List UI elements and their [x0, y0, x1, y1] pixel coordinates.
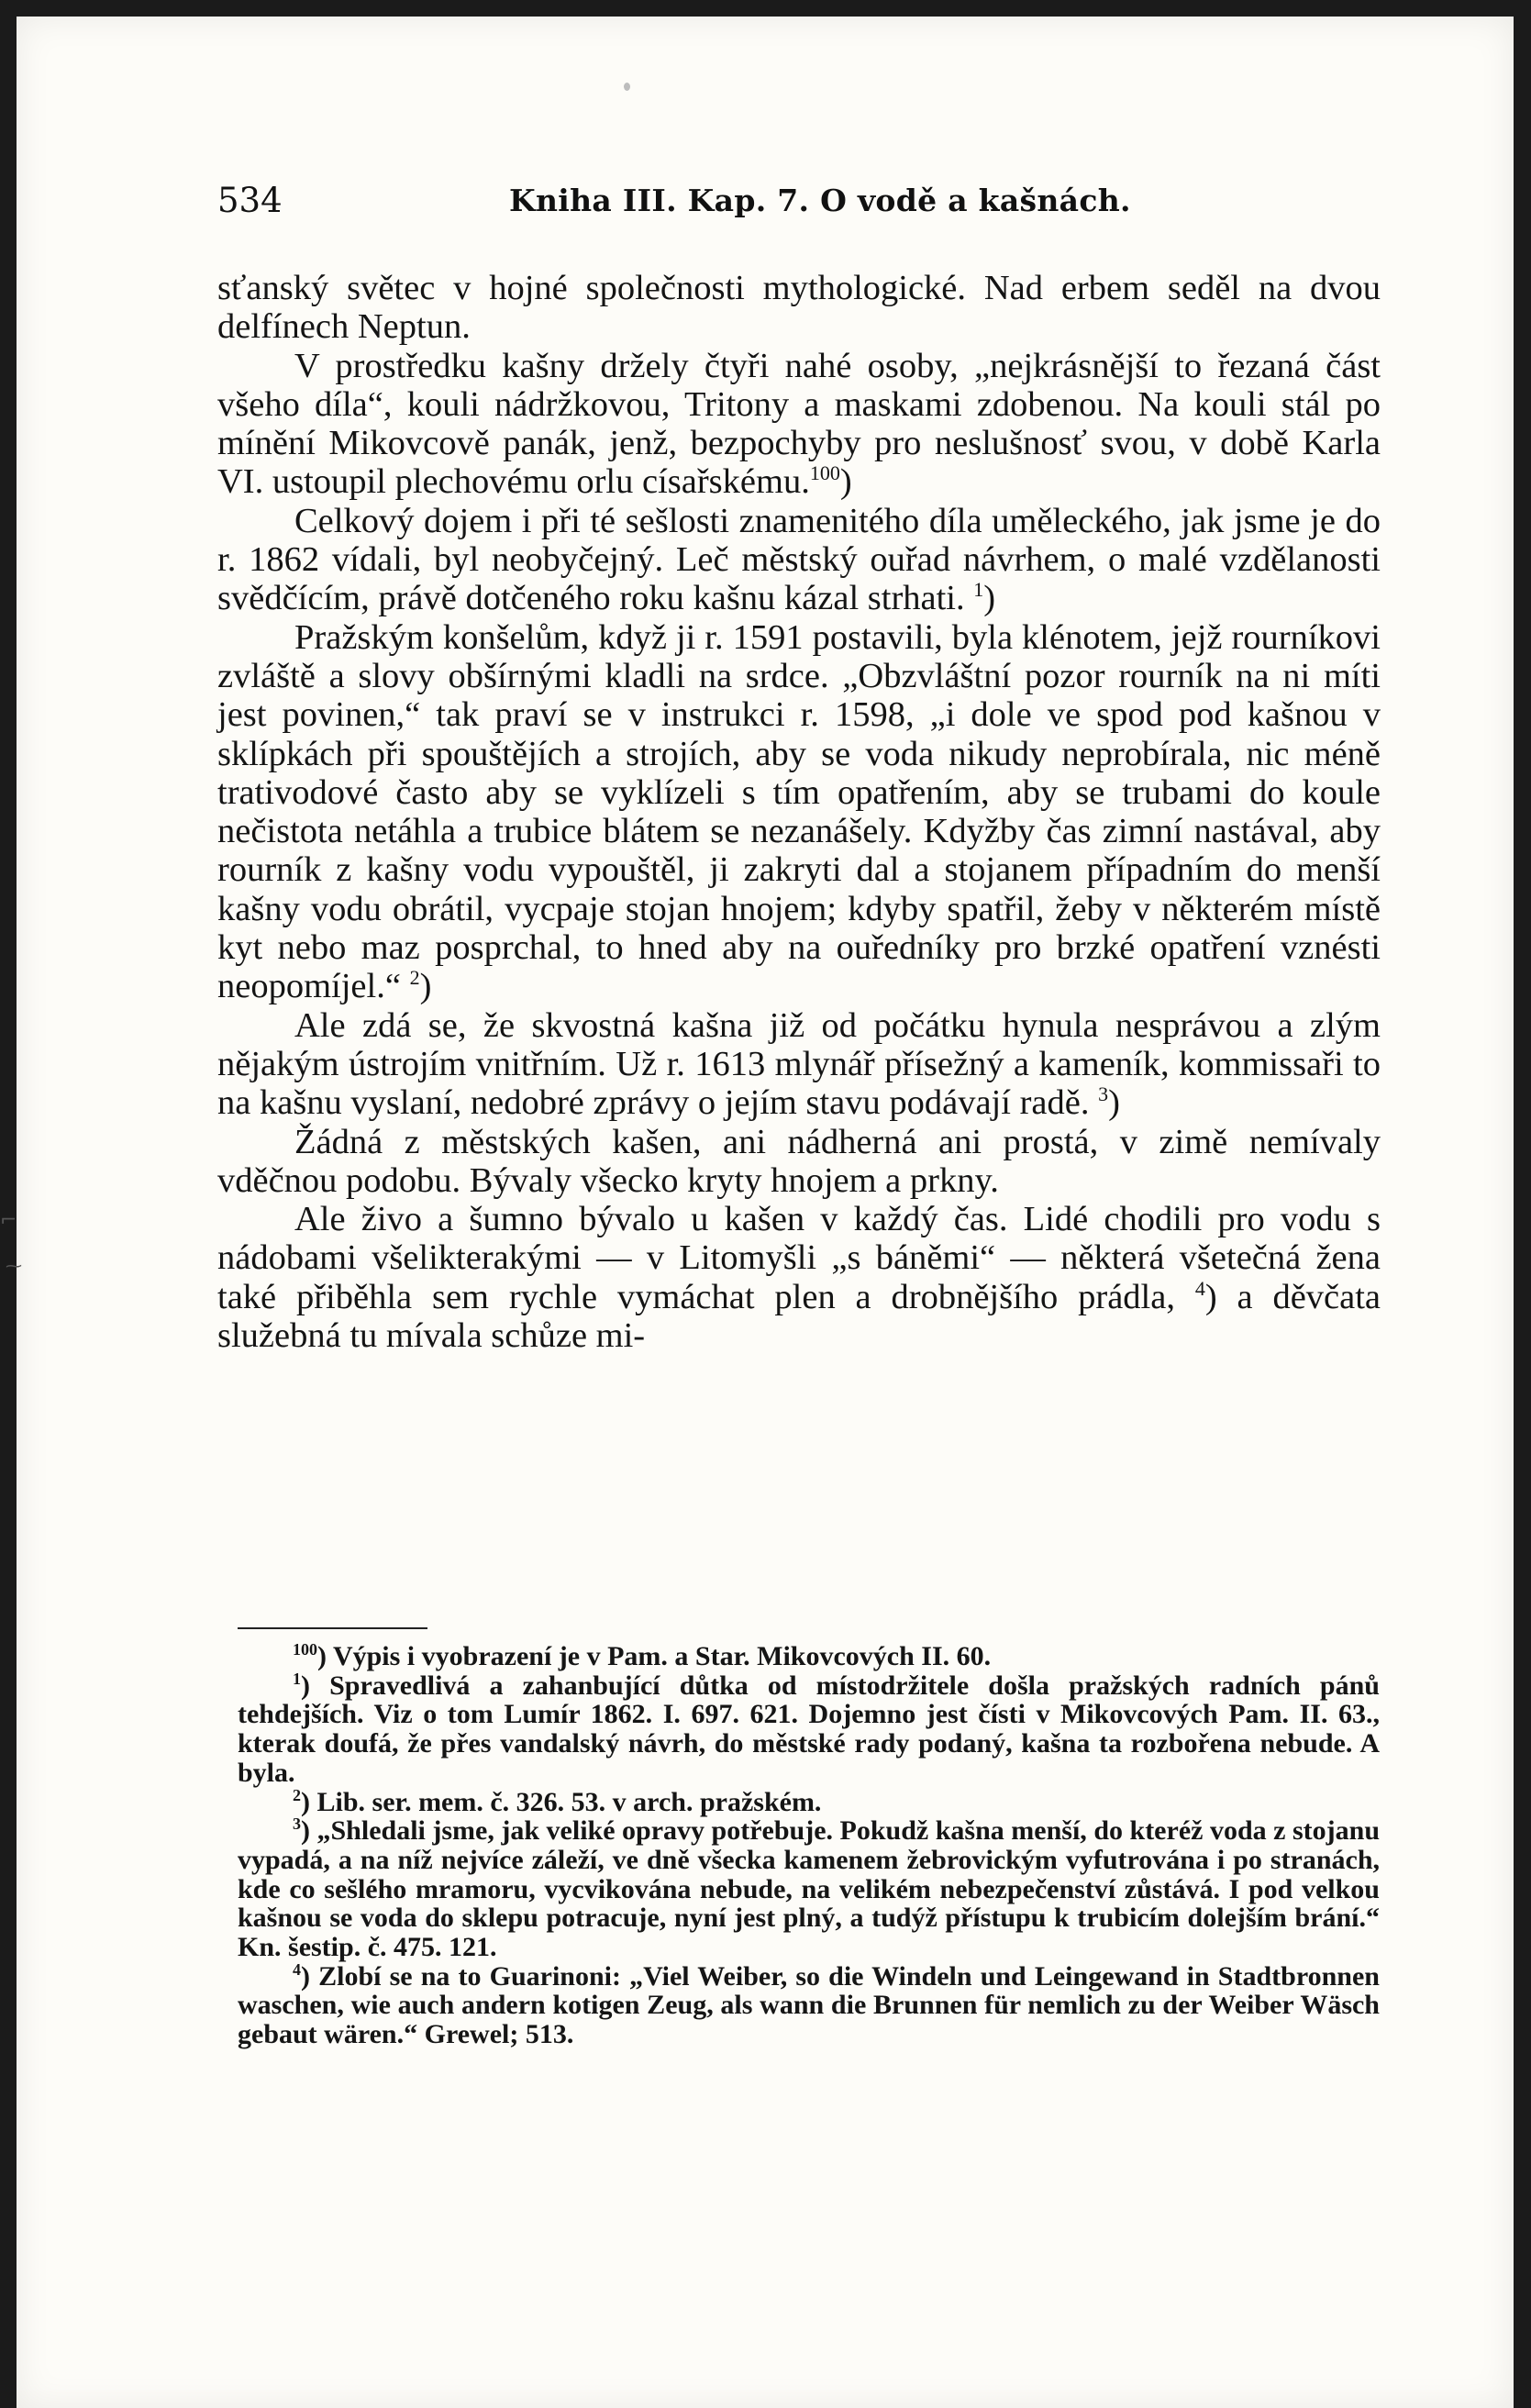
footnote-ref: 2: [409, 966, 420, 990]
text-run: ): [839, 462, 852, 502]
body-text: [217, 269, 1381, 1355]
text-run: Celkový dojem i při té sešlosti znamenitého díla uměleckého, jak jsme je do r. 1862 vídali, byl neobyčejný. Leč městský ouřad návrhem, o malé vzdělanosti svědčícím, právě dotčeného roku kašnu kázal strhati.: [217, 501, 1381, 618]
chapter-title: Kniha III. Kap. 7. O vodě a kašnách.: [509, 183, 1131, 218]
text-run: Pražským konšelům, když ji r. 1591 postavili, byla klénotem, jejž rourníkovi zvláště a slovy obšírnými kladli na srdce. „Obzvláštní pozor rourník na ni míti jest povinen,“ tak praví se v instrukci r. 1598, „i dole ve spod pod kašnou v sklípkách při spouštějích a strojích, aby se voda nikudy neprobírala, nic méně trativodové často aby se vyklízeli s tím opatřením, aby se trubami do koule nečistota netáhla a trubice blátem se nezanášely. Kdyžby čas zimní nastával, aby rourník z kašny vodu vypouštěl, ji zakryti dal a stojanem případním do menší kašny vodu obrátil, vycpaje stojan hnojem; kdyby spatřil, žeby v některém místě kyt nebo maz posprchal, to hned aby na ouředníky pro brzké opatření vznésti neopomíjel.“: [217, 617, 1381, 1006]
footnote-ref: 1: [293, 1669, 301, 1688]
footnote: [238, 1642, 1380, 1671]
paragraph: [217, 1200, 1381, 1355]
margin-mark-left-2: ⁓: [6, 1257, 22, 1276]
footnote: [238, 1671, 1380, 1788]
text-run: Ale zdá se, že skvostná kašna již od počátku hynula nesprávou a zlým nějakým ústrojím vnitřním. Už r. 1613 mlynář přísežný a kameník, kommissaři to na kašnu vyslaní, nedobré zprávy o jejím stavu podávají radě.: [217, 1005, 1381, 1123]
text-run: Žádná z městských kašen, ani nádherná ani prostá, v zimě nemívaly vděčnou podobu. Bývaly všecko kryty hnojem a prkny.: [217, 1122, 1381, 1200]
text-run: ): [419, 967, 432, 1006]
footnotes: [238, 1642, 1380, 2049]
text-run: ): [983, 579, 996, 618]
paragraph: [217, 618, 1381, 1006]
text-run: ) Zlobí se na to Guarinoni: „Viel Weiber, so die Windeln und Leingewand in Stadtbronnen waschen, wie auch andern kotigen Zeug, als wann die Brunnen für nemlich zu der Weiber Wäsch gebaut wären.“ Grewel; 513.: [238, 1960, 1380, 2050]
paragraph: [217, 502, 1381, 618]
paragraph: [217, 269, 1381, 347]
margin-mark-left: ⌐: [0, 1209, 17, 1232]
paragraph: [217, 1006, 1381, 1123]
footnote-ref: 4: [293, 1959, 301, 1979]
text-run: V prostředku kašny držely čtyři nahé osoby, „nejkrásnější to řezaná část všeho díla“, kouli nádržkovou, Tritony a maskami zdobenou. Na kouli stál po mínění Mikovcově panák, jenž, bezpochyby pro neslušnosť svou, v době Karla VI. ustoupil plechovému orlu císařskému.: [217, 346, 1381, 502]
paragraph: [217, 1123, 1381, 1201]
footnote: [238, 1816, 1380, 1962]
footnote-ref: 100: [293, 1640, 317, 1659]
text-run: Ale živo a šumno bývalo u kašen v každý čas. Lidé chodili pro vodu s nádobami všelikterakými — v Litomyšli „s báněmi“ — některá všetečná žena také přiběhla sem rychle vymáchat plen a drobnějšího prádla,: [217, 1200, 1381, 1316]
footnote: [238, 1959, 1380, 2050]
footnote-ref: 1: [973, 578, 984, 602]
footnote-ref: 3: [1098, 1082, 1109, 1106]
footnote-ref: 3: [293, 1814, 301, 1834]
footnote: [238, 1785, 1380, 1817]
footnote-separator: [238, 1627, 427, 1629]
text-run: ) Spravedlivá a zahanbující důtka od místodržitele došla pražských radních pánů tehdejších. Viz o tom Lumír 1862. I. 697. 621. Dojemno jest čísti v Mikovcových Pam. II. 63., kterak doufá, že přes vandalský návrh, do městské rady podaný, kašna ta rozbořena nebude. A byla.: [238, 1670, 1380, 1788]
text-run: sťanský světec v hojné společnosti mythologické. Nad erbem seděl na dvou delfínech Neptun.: [217, 269, 1381, 347]
paragraph: [217, 347, 1381, 502]
footnote-ref: 4: [1194, 1276, 1205, 1300]
paper-speck: [624, 83, 630, 91]
text-run: ) „Shledali jsme, jak veliké opravy potřebuje. Pokudž kašna menší, do kteréž voda z stojanu vypadá, a na níž nejvíce záleží, ve dně všecka kamenem žebrovickým vyfutrována i po stranách, kde co sešlého mramoru, vycvikována nebude, na velikém nebezpečenství zůstává. I pod velkou kašnou se voda do sklepu potracuje, nyní jest plný, a tudýž přístupu k trubicím dolejším brání.“ Kn. šestip. č. 475. 121.: [238, 1815, 1380, 1963]
footnote-ref: 100: [809, 461, 840, 485]
footnote-ref: 2: [293, 1785, 301, 1804]
text-run: ): [1108, 1083, 1120, 1123]
page-number: 534: [217, 181, 283, 220]
text-run: ) Lib. ser. mem. č. 326. 53. v arch. pražském.: [301, 1786, 822, 1817]
text-run: ) a děvčata služebná tu mívala schůze mi-: [217, 1277, 1381, 1356]
text-run: ) Výpis i vyobrazení je v Pam. a Star. Mikovcových II. 60.: [317, 1641, 992, 1671]
running-head: [217, 180, 1373, 222]
